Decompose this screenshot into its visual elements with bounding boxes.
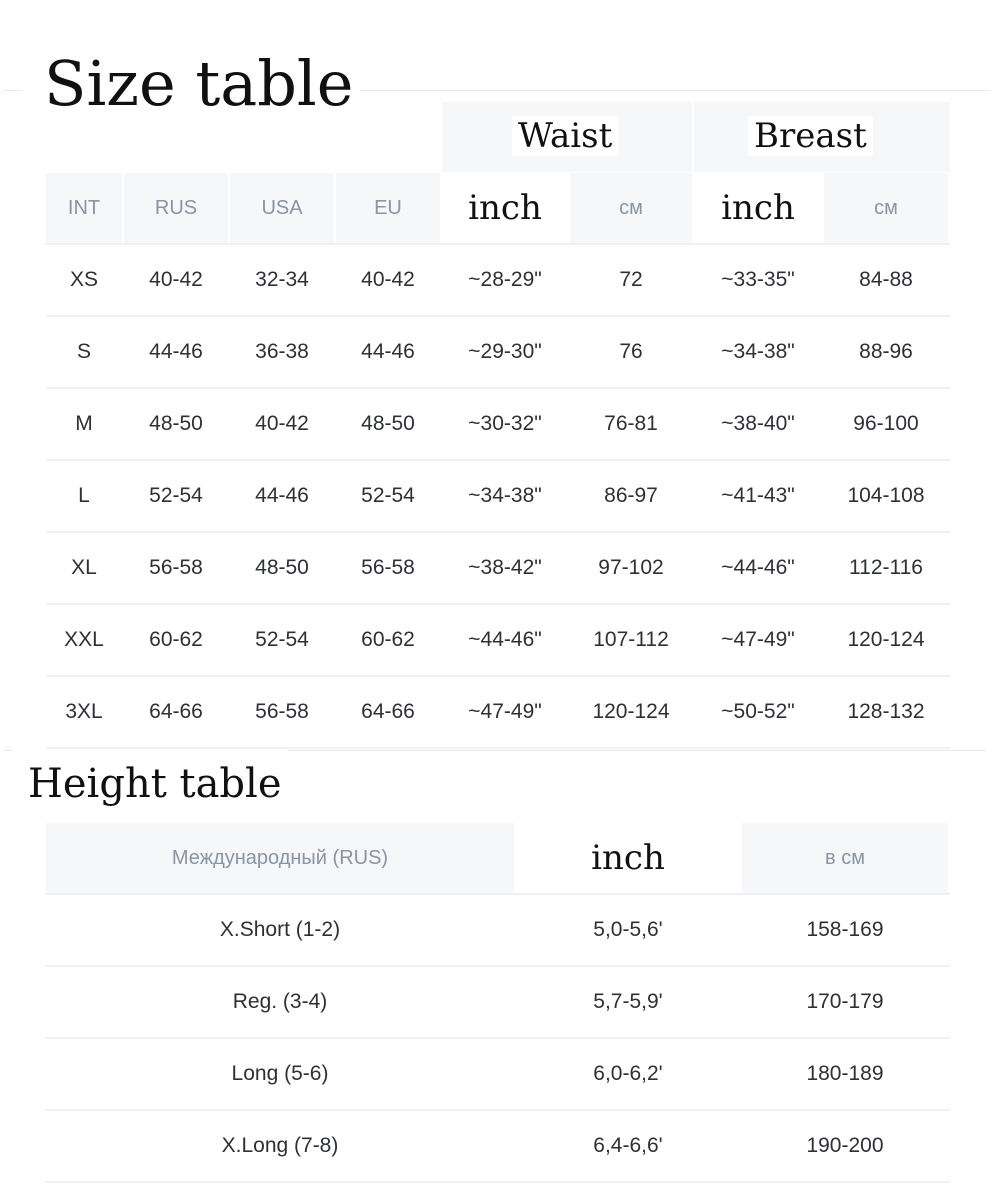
breast-label: Breast bbox=[748, 116, 873, 156]
header-breast-inch: inch bbox=[694, 173, 824, 243]
size-table bbox=[46, 173, 950, 749]
waist-group-header bbox=[442, 102, 692, 172]
header-international: Международный (RUS) bbox=[46, 823, 516, 893]
cell-breast-cm: 120-124 bbox=[824, 605, 950, 675]
cell-international: X.Short (1-2) bbox=[46, 895, 516, 965]
cell-waist-inch: ~38-42" bbox=[442, 533, 570, 603]
cell-breast-inch: ~38-40" bbox=[694, 389, 824, 459]
cell-usa: 32-34 bbox=[230, 245, 336, 315]
cell-rus: 48-50 bbox=[124, 389, 230, 459]
cell-eu: 48-50 bbox=[336, 389, 442, 459]
cell-breast-inch: ~44-46" bbox=[694, 533, 824, 603]
table-row bbox=[46, 317, 950, 389]
height-table-header-row bbox=[46, 823, 950, 895]
table-row bbox=[46, 677, 950, 749]
cell-breast-inch: ~34-38" bbox=[694, 317, 824, 387]
cell-breast-cm: 128-132 bbox=[824, 677, 950, 747]
cell-waist-cm: 76 bbox=[570, 317, 694, 387]
cell-waist-inch: ~44-46" bbox=[442, 605, 570, 675]
cell-int: L bbox=[46, 461, 124, 531]
cell-cm: 158-169 bbox=[742, 895, 950, 965]
cell-eu: 52-54 bbox=[336, 461, 442, 531]
cell-breast-cm: 88-96 bbox=[824, 317, 950, 387]
cell-int: XXL bbox=[46, 605, 124, 675]
height-table-title: Height table bbox=[28, 761, 282, 807]
cell-inch: 5,0-5,6' bbox=[516, 895, 742, 965]
cell-waist-inch: ~30-32" bbox=[442, 389, 570, 459]
table-row bbox=[46, 245, 950, 317]
table-row bbox=[46, 605, 950, 677]
cell-cm: 170-179 bbox=[742, 967, 950, 1037]
cell-waist-cm: 76-81 bbox=[570, 389, 694, 459]
cell-international: X.Long (7-8) bbox=[46, 1111, 516, 1181]
cell-waist-inch: ~28-29" bbox=[442, 245, 570, 315]
cell-inch: 6,0-6,2' bbox=[516, 1039, 742, 1109]
cell-breast-inch: ~50-52" bbox=[694, 677, 824, 747]
cell-breast-inch: ~33-35" bbox=[694, 245, 824, 315]
cell-eu: 56-58 bbox=[336, 533, 442, 603]
cell-waist-cm: 107-112 bbox=[570, 605, 694, 675]
cell-rus: 52-54 bbox=[124, 461, 230, 531]
cell-breast-cm: 104-108 bbox=[824, 461, 950, 531]
cell-breast-cm: 112-116 bbox=[824, 533, 950, 603]
cell-rus: 56-58 bbox=[124, 533, 230, 603]
table-row bbox=[46, 1039, 950, 1111]
cell-inch: 5,7-5,9' bbox=[516, 967, 742, 1037]
table-row bbox=[46, 1111, 950, 1183]
size-table-title: Size table bbox=[44, 47, 354, 120]
header-waist-inch: inch bbox=[442, 173, 570, 243]
cell-cm: 180-189 bbox=[742, 1039, 950, 1109]
cell-breast-inch: ~41-43" bbox=[694, 461, 824, 531]
cell-rus: 60-62 bbox=[124, 605, 230, 675]
cell-eu: 64-66 bbox=[336, 677, 442, 747]
cell-international: Reg. (3-4) bbox=[46, 967, 516, 1037]
cell-waist-cm: 72 bbox=[570, 245, 694, 315]
cell-usa: 40-42 bbox=[230, 389, 336, 459]
cell-rus: 44-46 bbox=[124, 317, 230, 387]
header-cm: в см bbox=[742, 823, 950, 893]
height-table bbox=[46, 823, 950, 1183]
cell-int: S bbox=[46, 317, 124, 387]
cell-waist-cm: 97-102 bbox=[570, 533, 694, 603]
cell-int: 3XL bbox=[46, 677, 124, 747]
cell-international: Long (5-6) bbox=[46, 1039, 516, 1109]
header-inch: inch bbox=[516, 823, 742, 893]
cell-int: M bbox=[46, 389, 124, 459]
cell-waist-cm: 86-97 bbox=[570, 461, 694, 531]
table-row bbox=[46, 967, 950, 1039]
header-waist-cm: см bbox=[570, 173, 694, 243]
table-row bbox=[46, 389, 950, 461]
cell-waist-inch: ~47-49" bbox=[442, 677, 570, 747]
cell-breast-cm: 84-88 bbox=[824, 245, 950, 315]
cell-rus: 40-42 bbox=[124, 245, 230, 315]
cell-eu: 44-46 bbox=[336, 317, 442, 387]
cell-int: XL bbox=[46, 533, 124, 603]
header-usa: USA bbox=[230, 173, 336, 243]
cell-eu: 60-62 bbox=[336, 605, 442, 675]
cell-eu: 40-42 bbox=[336, 245, 442, 315]
cell-inch: 6,4-6,6' bbox=[516, 1111, 742, 1181]
cell-usa: 52-54 bbox=[230, 605, 336, 675]
header-eu: EU bbox=[336, 173, 442, 243]
cell-usa: 36-38 bbox=[230, 317, 336, 387]
header-rus: RUS bbox=[124, 173, 230, 243]
cell-usa: 44-46 bbox=[230, 461, 336, 531]
top-left-rule bbox=[4, 90, 22, 91]
cell-usa: 56-58 bbox=[230, 677, 336, 747]
table-row bbox=[46, 461, 950, 533]
cell-cm: 190-200 bbox=[742, 1111, 950, 1181]
cell-breast-cm: 96-100 bbox=[824, 389, 950, 459]
cell-breast-inch: ~47-49" bbox=[694, 605, 824, 675]
cell-waist-inch: ~34-38" bbox=[442, 461, 570, 531]
cell-usa: 48-50 bbox=[230, 533, 336, 603]
waist-label: Waist bbox=[512, 116, 618, 156]
table-row bbox=[46, 895, 950, 967]
table-row bbox=[46, 533, 950, 605]
cell-int: XS bbox=[46, 245, 124, 315]
top-rule bbox=[360, 90, 990, 91]
header-int: INT bbox=[46, 173, 124, 243]
header-breast-cm: см bbox=[824, 173, 950, 243]
size-table-header-row bbox=[46, 173, 950, 245]
breast-group-header bbox=[694, 102, 950, 172]
cell-waist-cm: 120-124 bbox=[570, 677, 694, 747]
cell-rus: 64-66 bbox=[124, 677, 230, 747]
mid-rule bbox=[288, 750, 986, 751]
mid-left-rule bbox=[4, 750, 12, 751]
cell-waist-inch: ~29-30" bbox=[442, 317, 570, 387]
